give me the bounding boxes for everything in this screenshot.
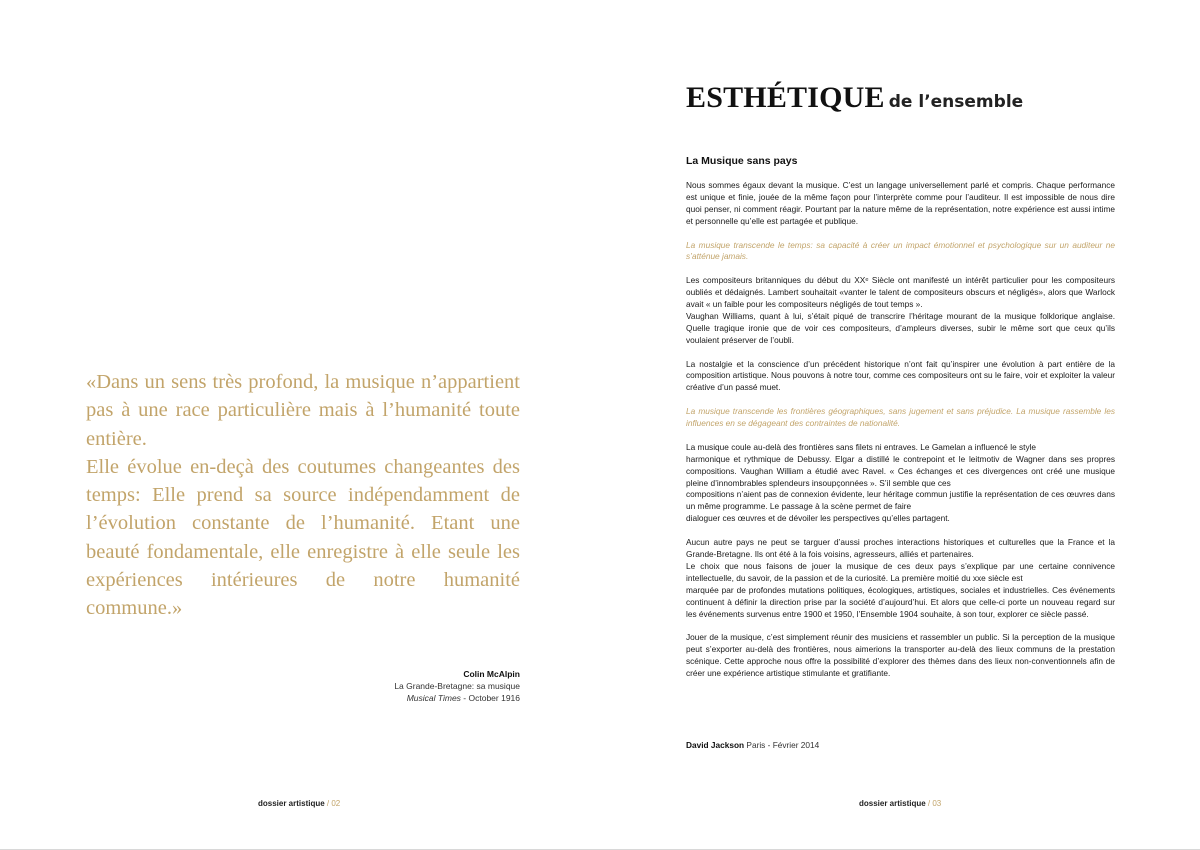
attribution-source [394, 692, 520, 704]
attribution-date: - October 1916 [460, 693, 520, 703]
attribution-work: La Grande-Bretagne: sa musique [394, 681, 520, 691]
right-page [600, 0, 1200, 850]
footer-label: dossier artistique [859, 799, 926, 808]
paragraph-line: Nous sommes égaux devant la musique. C’est un langage universellement parlé et compris. Chaque performance est unique et finie, jouée de la même façon pour l’interprète comme pour l’auditeur. Il est impossible de nous dire quoi penser, ni comment réagir. Pourtant par la nature même de la représentation, notre expérience est aussi intime et personnelle qu’elle est partagée et publique. [686, 180, 1115, 226]
pull-quote [686, 406, 1115, 430]
quote-attribution [394, 668, 520, 704]
quote-line: Elle évolue en-deçà des coutumes changeantes des temps: Elle prend sa source indépendamment de l’évolution constante de l’humanité. Etant une beauté fondamentale, elle enregistre à elle seule les expériences intérieures de notre humanité commune.» [86, 455, 520, 620]
pull-quote [686, 240, 1115, 264]
body-paragraph [686, 275, 1115, 346]
paragraph-line: La musique transcende les frontières géographiques, sans jugement et sans préjudice. La musique rassemble les influences en se dégageant des contraintes de nationalité. [686, 406, 1115, 429]
page-title [686, 78, 1023, 115]
title-sub: de l’ensemble [888, 92, 1024, 112]
signature [686, 740, 819, 750]
page-number: / 02 [324, 799, 341, 808]
body-paragraph [686, 632, 1115, 680]
attribution-publication: Musical Times [406, 693, 461, 703]
paragraph-line: Jouer de la musique, c’est simplement réunir des musiciens et rassembler un public. Si la perception de la musique peut s’exporter au-delà des frontières, nous aimerions la transporter au-delà des lieux communs de la prestation scénique. Cette approche nous offre la possibilité d’explorer des thèmes dans des lieux non-conventionnels afin de créer une expérience artistique stimulante et gratifiante. [686, 632, 1115, 679]
body-paragraph [686, 442, 1115, 525]
paragraph-line: Aucun autre pays ne peut se targuer d’aussi proches interactions historiques et culturelles que la France et la Grande-Bretagne. Ils ont été à la fois voisins, agresseurs, alliés et partenaires. [686, 537, 1115, 559]
paragraph-line: La musique coule au-delà des frontières sans filets ni entraves. Le Gamelan a influencé le style [686, 441, 1037, 452]
body-paragraph [686, 359, 1115, 395]
paragraph-line: La nostalgie et la conscience d’un précédent historique n’ont fait qu’inspirer une évolution à part entière de la composition artistique. Nous pouvons à notre tour, comme ces compositeurs ont su le faire, voir et exploiter la valeur créative d’un passé muet. [686, 358, 1115, 393]
paragraph-line: dialoguer ces œuvres et de dévoiler les perspectives qu’elles partagent. [686, 513, 950, 524]
paragraph-line: Le choix que nous faisons de jouer la musique de ces deux pays s’explique par une certaine connivence intellectuelle, du savoir, de la passion et de la curiosité. La première moitié du xxe siècle est [686, 560, 1115, 583]
paragraph-line: Vaughan Williams, quant à lui, s’était piqué de transcrire l’héritage mourant de la musique folklorique anglaise. Quelle tragique ironie que de voir ces compositeurs, d’ampleurs diverses, subir le même sort que ceux qu’ils voulaient préserver de l’oubli. [686, 310, 1115, 345]
page-footer [859, 799, 941, 808]
page-footer [258, 799, 340, 808]
paragraph-line: compositions n’aient pas de connexion évidente, leur héritage commun justifie la représentation de ces œuvres dans un même programme. Le passage à la scène permet de faire [686, 489, 1115, 512]
signature-name: David Jackson [686, 740, 745, 750]
paragraph-line: Les compositeurs britanniques du début du XXᵉ Siècle ont manifesté un intérêt particulier pour les compositeurs oubliés et dédaignés. Lambert souhaitait «vanter le talent de compositeurs obscurs et négligés», alors que Warlock avait « un faible pour les compositeurs négligés de tout temps ». [686, 275, 1115, 310]
paragraph-line: La musique transcende le temps: sa capacité à créer un impact émotionnel et psychologique sur un auditeur ne s’atténue jamais. [686, 239, 1115, 262]
quote-line: «Dans un sens très profond, la musique n’appartient pas à une race particulière mais à l’humanité toute entière. [86, 371, 520, 450]
paragraph-line: marquée par de profondes mutations politiques, écologiques, artistiques, sociales et industrielles. Ces événements continuent à définir la direction prise par la société d’aujourd’hui. Et alors que celle-ci porte un nouveau regard sur les événements survenus entre 1900 et 1950, l’Ensemble 1904 souhaite, à son tour, explorer ce siècle passé. [686, 584, 1115, 619]
footer-label: dossier artistique [258, 799, 325, 808]
paragraph-line: harmonique et rythmique de Debussy. Elgar a distillé le contrepoint et le leitmotiv de Wagner dans ses propres compositions. Vaughan William a étudié avec Ravel. « Ces échanges et ces divergences ont créé une musique pleine d’innombrables splendeurs insoupçonnées ». S’il semble que ces [686, 453, 1115, 488]
section-subtitle: La Musique sans pays [686, 155, 798, 167]
body-paragraph [686, 180, 1115, 228]
title-main: ESTHÉTIQUE [686, 81, 885, 114]
signature-place-date: Paris - Février 2014 [744, 740, 820, 750]
page-number: / 03 [925, 799, 942, 808]
article-body [686, 180, 1115, 692]
epigraph-quote [86, 368, 520, 623]
attribution-author: Colin McAlpin [463, 669, 520, 679]
body-paragraph [686, 537, 1115, 620]
